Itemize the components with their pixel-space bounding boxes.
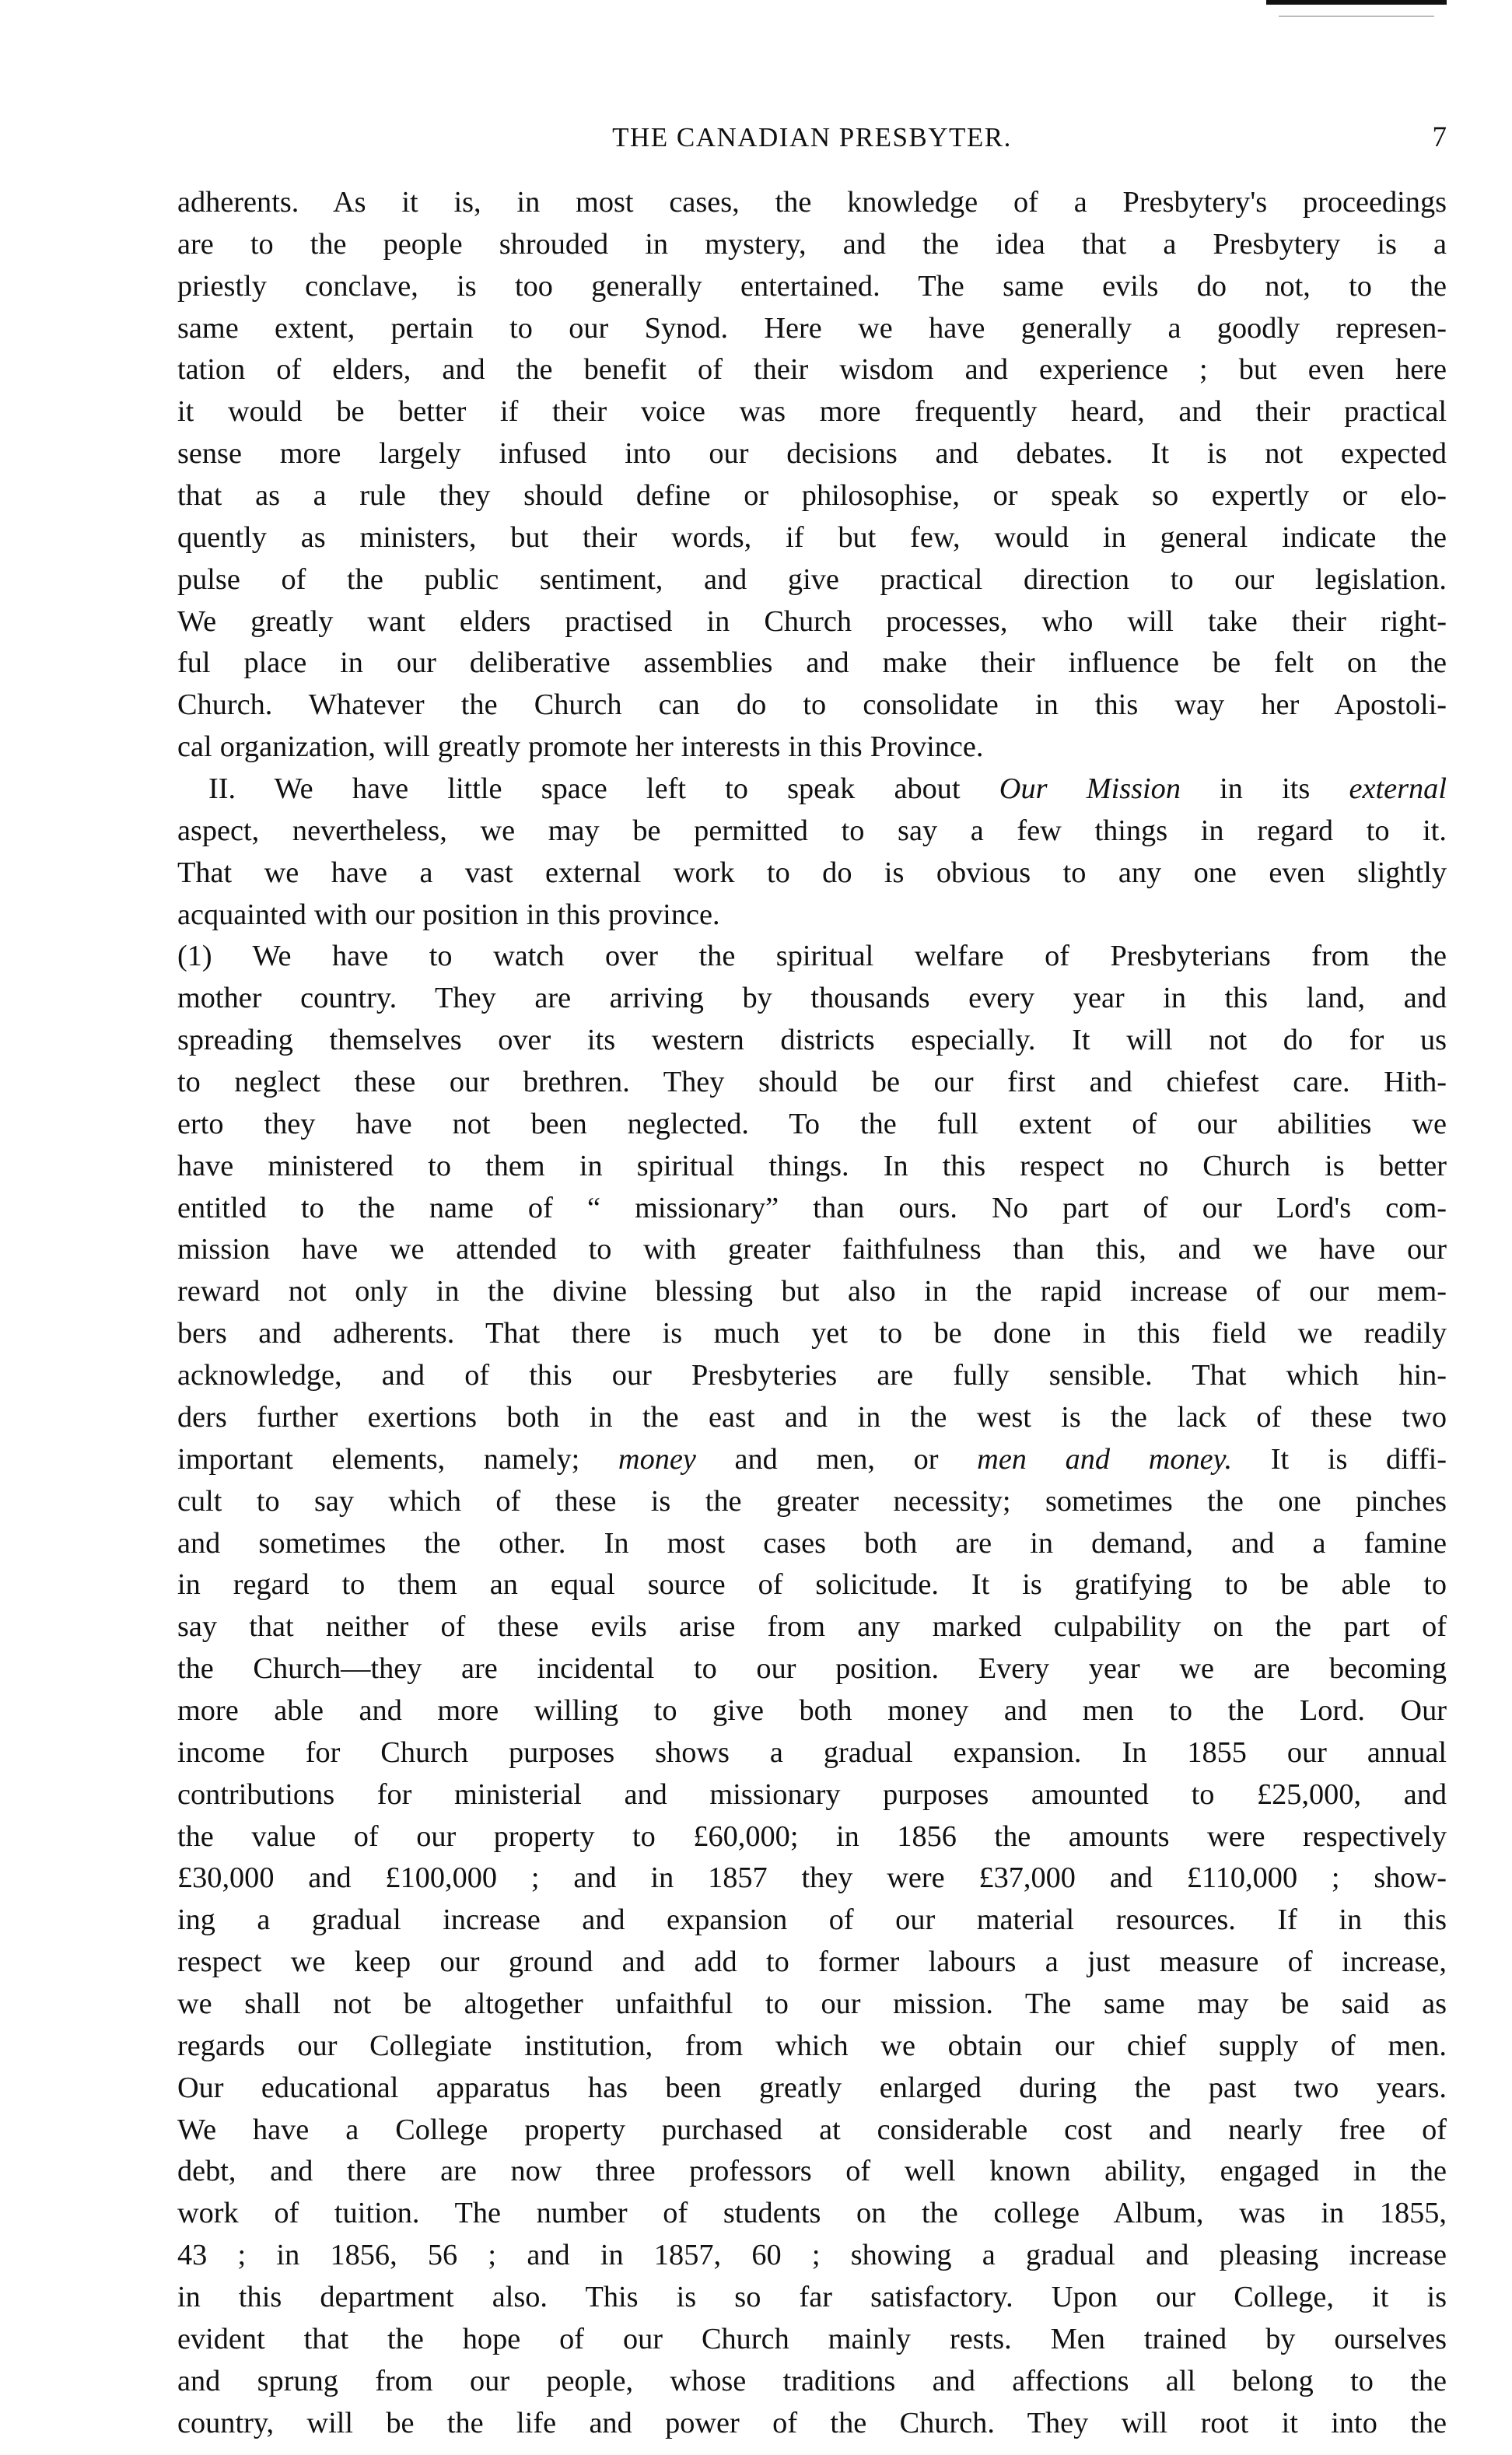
text-line: acquainted with our position in this province. [177, 898, 720, 931]
text-line: and sometimes the other. In most cases both are in demand, and a famine [177, 1526, 1447, 1560]
text-line: adherents. As it is, in most cases, the knowledge of a Presbytery's proceedings [177, 186, 1447, 219]
text-line: have ministered to them in spiritual things. In this respect no Church is better [177, 1149, 1447, 1182]
page-header [177, 118, 1447, 157]
text-line: mission have we attended to with greater faithfulness than this, and we have our [177, 1233, 1447, 1266]
text-line: ing a gradual increase and expansion of our material resources. If in this [177, 1903, 1447, 1937]
text-line: sense more largely infused into our decisions and debates. It is not expected [177, 437, 1447, 471]
text-line: We greatly want elders practised in Church processes, who will take their right- [177, 604, 1447, 638]
text-line: aspect, nevertheless, we may be permitted to say a few things in regard to it. [177, 814, 1447, 847]
line-fragment: and men, or [695, 1442, 978, 1476]
text-line: 43 ; in 1856, 56 ; and in 1857, 60 ; showing a gradual and pleasing increase [177, 2239, 1447, 2272]
line-fragment: in its [1180, 772, 1349, 806]
text-line: respect we keep our ground and add to former labours a just measure of increase, [177, 1945, 1447, 1979]
text-line: more able and more willing to give both money and men to the Lord. Our [177, 1693, 1447, 1727]
text-line: that as a rule they should define or philosophise, or speak so expertly or elo- [177, 479, 1447, 513]
text-line: mother country. They are arriving by thousands every year in this land, and [177, 982, 1447, 1015]
text-line: work of tuition. The number of students on the college Album, was in 1855, [177, 2197, 1447, 2230]
text-line: contributions for ministerial and missionary purposes amounted to £25,000, and [177, 1777, 1447, 1811]
line-fragment: It is diffi- [1232, 1442, 1447, 1476]
text-line: spreading themselves over its western districts especially. It will not do for us [177, 1024, 1447, 1057]
text-line: the value of our property to £60,000; in 1856 the amounts were respectively [177, 1819, 1447, 1853]
text-line: Church. Whatever the Church can do to consolidate in this way her Apostoli- [177, 688, 1447, 722]
line-fragment: important elements, namely; [177, 1442, 618, 1476]
italic-our-mission: Our Mission [999, 772, 1181, 806]
text-line: erto they have not been neglected. To the full extent of our abilities we [177, 1107, 1447, 1140]
italic-external: external [1349, 772, 1447, 806]
italic-men-and-money: men and money. [977, 1442, 1233, 1476]
text-line: in this department also. This is so far satisfactory. Upon our College, it is [177, 2280, 1447, 2313]
text-line: priestly conclave, is too generally entertained. The same evils do not, to the [177, 269, 1447, 303]
text-line: debt, and there are now three professors of well known ability, engaged in the [177, 2155, 1447, 2188]
text-line: say that neither of these evils arise from any marked culpability on the part of [177, 1610, 1447, 1644]
top-edge-rule-thin [1279, 16, 1434, 17]
text-line: £30,000 and £100,000 ; and in 1857 they were £37,000 and £110,000 ; show- [177, 1861, 1447, 1895]
text-line: (1) We have to watch over the spiritual welfare of Presbyterians from the [177, 940, 1447, 973]
text-line: we shall not be altogether unfaithful to our mission. The same may be said as [177, 1987, 1447, 2020]
text-line-with-italics [177, 1439, 1447, 1481]
text-line: ders further exertions both in the east and in the west is the lack of these two [177, 1400, 1447, 1434]
text-line: acknowledge, and of this our Presbyteries are fully sensible. That which hin- [177, 1359, 1447, 1392]
running-title: THE CANADIAN PRESBYTER. [612, 122, 1012, 152]
text-line: in regard to them an equal source of solicitude. It is gratifying to be able to [177, 1568, 1447, 1602]
section-heading-line [177, 769, 1447, 811]
text-line: and sprung from our people, whose traditions and affections all belong to the [177, 2364, 1447, 2397]
text-line: tation of elders, and the benefit of their wisdom and experience ; but even here [177, 353, 1447, 387]
text-line: regards our Collegiate institution, from which we obtain our chief supply of men. [177, 2029, 1447, 2062]
text-line: cult to say which of these is the greater necessity; sometimes the one pinches [177, 1484, 1447, 1518]
text-line: bers and adherents. That there is much yet to be done in this field we readily [177, 1317, 1447, 1350]
text-line: the Church—they are incidental to our position. Every year we are becoming [177, 1652, 1447, 1686]
text-line: Our educational apparatus has been greatly enlarged during the past two years. [177, 2071, 1447, 2104]
text-line: to neglect these our brethren. They should be our first and chiefest care. Hith- [177, 1066, 1447, 1099]
text-line: country, will be the life and power of the Church. They will root it into the [177, 2406, 1447, 2439]
text-line: quently as ministers, but their words, if but few, would in general indicate the [177, 520, 1447, 554]
text-line: pulse of the public sentiment, and give practical direction to our legislation. [177, 562, 1447, 596]
body-text [177, 182, 1447, 2444]
text-line: We have a College property purchased at considerable cost and nearly free of [177, 2113, 1447, 2146]
line-fragment: II. We have little space left to speak about [208, 772, 999, 806]
text-line: same extent, pertain to our Synod. Here we have generally a goodly represen- [177, 311, 1447, 345]
text-line: cal organization, will greatly promote her interests in this Province. [177, 730, 984, 764]
text-line: ful place in our deliberative assemblies and make their influence be felt on the [177, 646, 1447, 680]
text-line: evident that the hope of our Church mainly rests. Men trained by ourselves [177, 2322, 1447, 2355]
text-line: reward not only in the divine blessing but also in the rapid increase of our mem- [177, 1275, 1447, 1308]
top-edge-rule [1266, 0, 1447, 5]
page-number: 7 [1432, 121, 1447, 153]
italic-money: money [618, 1442, 696, 1476]
text-line: it would be better if their voice was more frequently heard, and their practical [177, 395, 1447, 429]
text-line: are to the people shrouded in mystery, and the idea that a Presbytery is a [177, 227, 1447, 261]
text-line: That we have a vast external work to do is obvious to any one even slightly [177, 856, 1447, 889]
text-line: income for Church purposes shows a gradual expansion. In 1855 our annual [177, 1735, 1447, 1769]
text-line: entitled to the name of “ missionary” than ours. No part of our Lord's com- [177, 1191, 1447, 1224]
